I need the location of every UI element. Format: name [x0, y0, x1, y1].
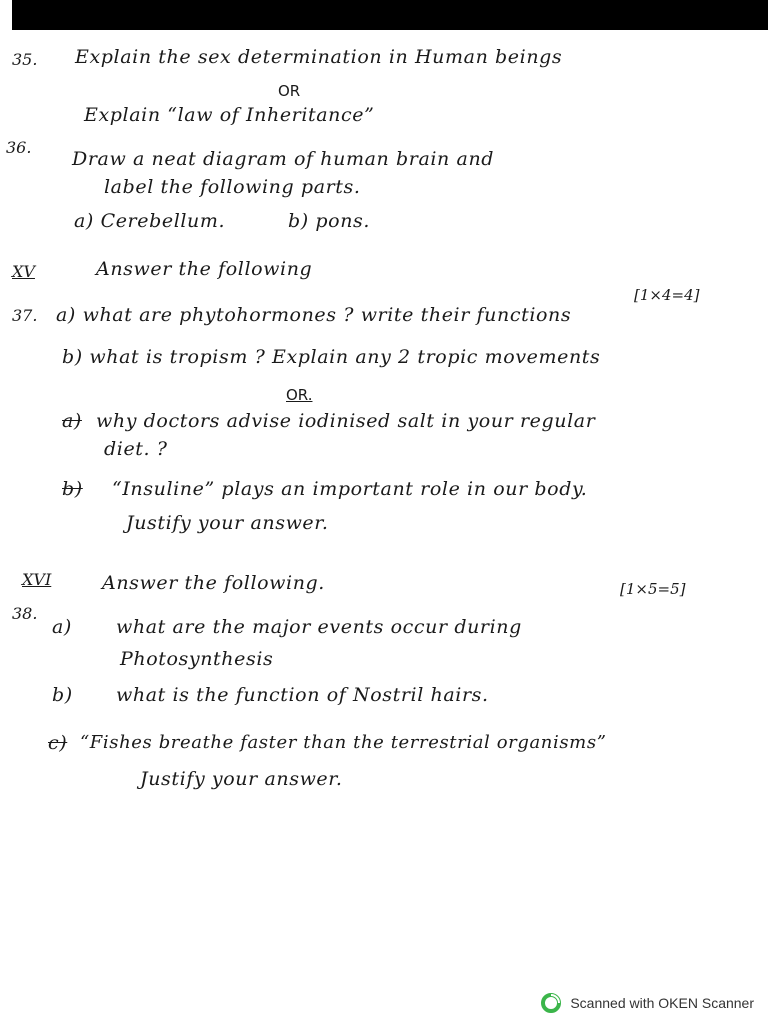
- section-xvi-roman: XVI: [22, 570, 52, 589]
- section-xv-heading: Answer the following: [96, 258, 313, 280]
- scanner-watermark: [540, 992, 754, 1014]
- q38-part-a-line1: what are the major events occur during: [116, 616, 522, 638]
- handwritten-page: [0, 30, 768, 980]
- q38-part-c-line2: Justify your answer.: [140, 768, 343, 790]
- q38-part-b: what is the function of Nostril hairs.: [116, 684, 489, 706]
- q36-part-b: b) pons.: [288, 210, 371, 232]
- section-xvi-marks: [1×5=5]: [620, 580, 686, 598]
- q35-number: 35.: [12, 50, 38, 69]
- section-xv-roman: XV: [12, 262, 35, 281]
- section-xv-marks: [1×4=4]: [634, 286, 700, 304]
- q36-part-a: a) Cerebellum.: [74, 210, 226, 232]
- q38-part-a-line2: Photosynthesis: [120, 648, 274, 670]
- q38-part-c-line1: “Fishes breathe faster than the terrestrial organisms”: [80, 732, 607, 753]
- q37-alt-b-line2: Justify your answer.: [126, 512, 329, 534]
- q37-alt-a-line1: why doctors advise iodinised salt in your regular: [96, 410, 596, 432]
- q35-line2: Explain “law of Inheritance”: [84, 104, 375, 126]
- q38-number: 38.: [12, 604, 38, 623]
- scan-top-border-edge: [0, 0, 12, 30]
- q37-alt-b-label: b): [62, 478, 83, 500]
- oken-scanner-logo-icon: [540, 992, 562, 1014]
- q37-alt-a-label: a): [62, 410, 82, 432]
- q36-number: 36.: [6, 138, 32, 157]
- q38-part-c-label: c): [48, 732, 68, 754]
- q36-line2: label the following parts.: [104, 176, 361, 198]
- q35-or: OR: [278, 82, 301, 100]
- q37-part-a: a) what are phytohormones ? write their functions: [56, 304, 572, 326]
- q37-alt-a-line2: diet. ?: [104, 438, 168, 460]
- q37-or: OR.: [286, 386, 313, 404]
- q38-part-b-label: b): [52, 684, 73, 706]
- q37-alt-b-line1: “Insuline” plays an important role in our body.: [112, 478, 588, 500]
- scan-top-border: [0, 0, 768, 30]
- q36-line1: Draw a neat diagram of human brain and: [72, 148, 495, 170]
- scanner-watermark-text: Scanned with OKEN Scanner: [570, 995, 754, 1011]
- q35-line1: Explain the sex determination in Human beings: [75, 46, 563, 68]
- q37-number: 37.: [12, 306, 38, 325]
- q38-part-a-label: a): [52, 616, 72, 638]
- q37-part-b: b) what is tropism ? Explain any 2 tropic movements: [62, 346, 601, 368]
- section-xvi-heading: Answer the following.: [102, 572, 325, 594]
